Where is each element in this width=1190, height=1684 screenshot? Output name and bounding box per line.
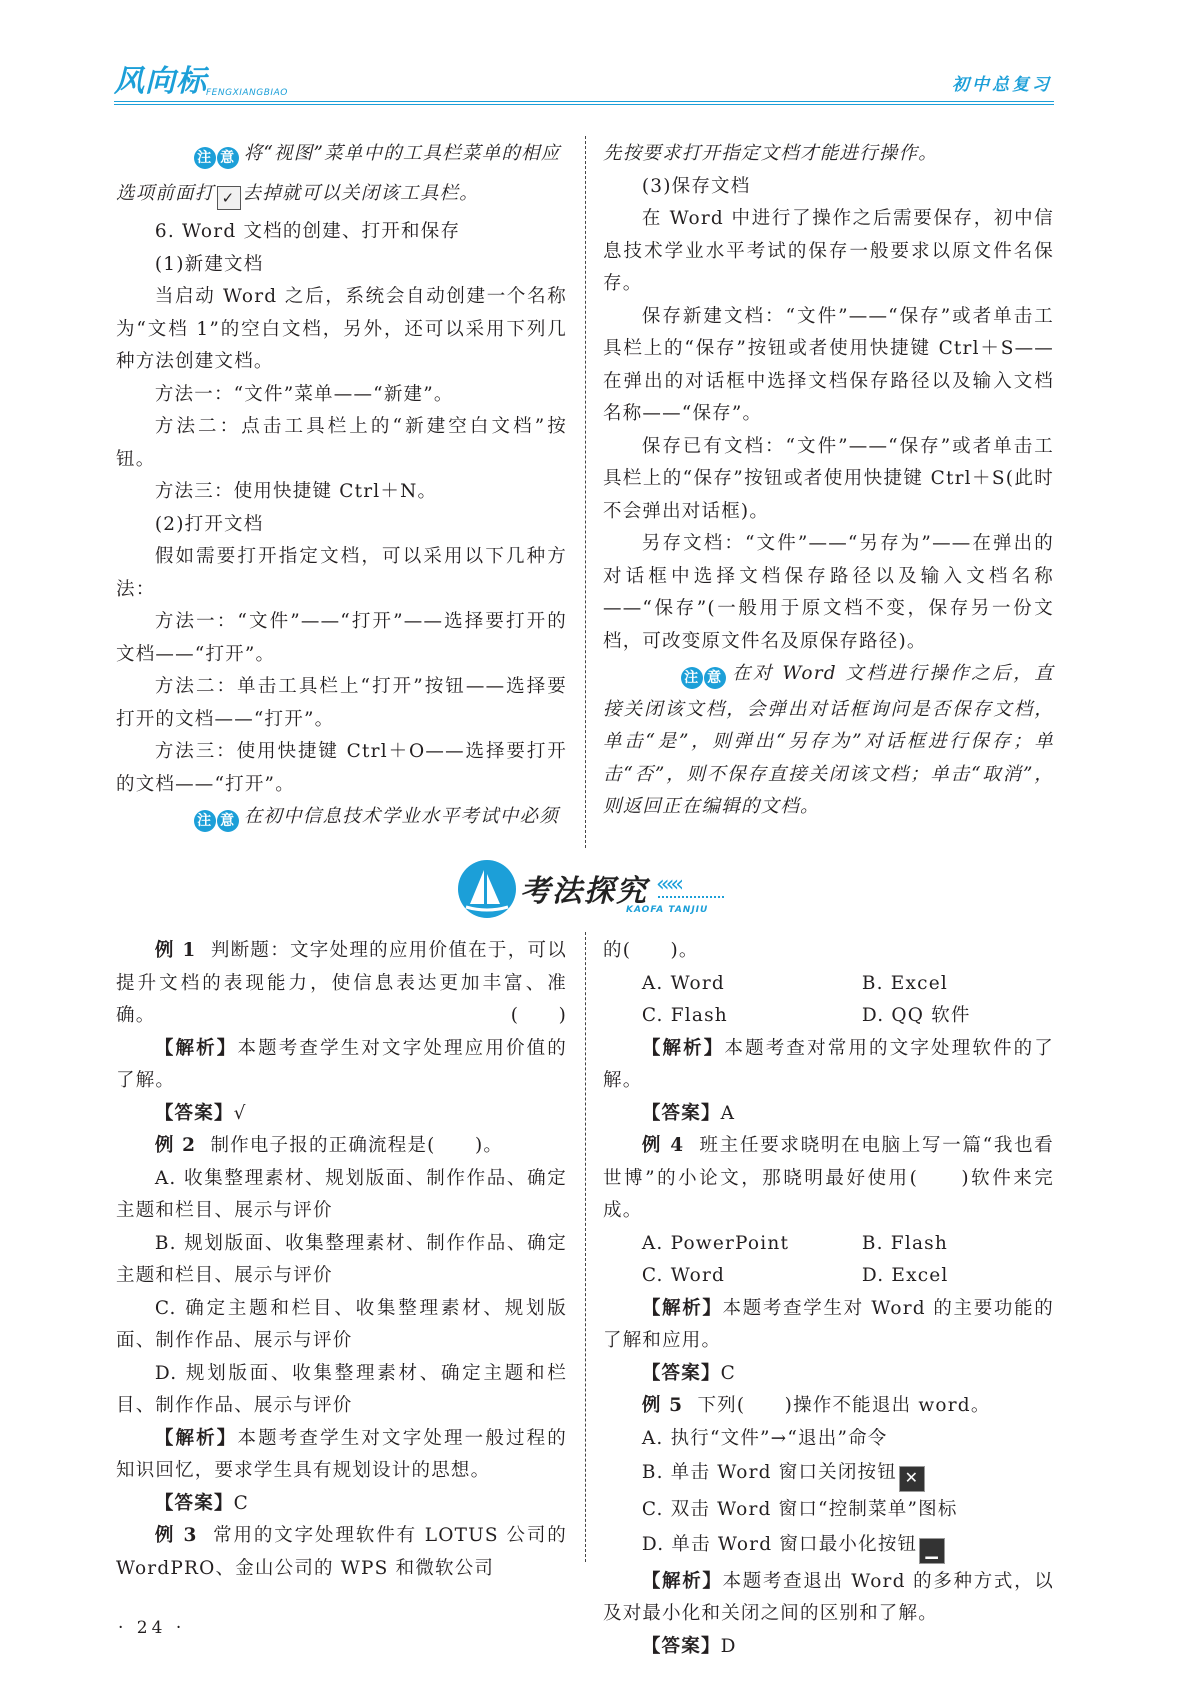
- analysis: 【解析】本题考查对常用的文字处理软件的了解。: [603, 1037, 1054, 1091]
- banner-dots: [658, 896, 724, 898]
- example-1: 例 1 判断题：文字处理的应用价值在于，可以提升文档的表现能力，使信息表达更加丰富、准确。 ( ): [116, 935, 567, 1033]
- option-c: C. Word: [641, 1265, 726, 1286]
- header-rule: [114, 101, 1054, 102]
- header-rule-thin: [114, 104, 1054, 105]
- example-5: 例 5 下列( )操作不能退出 word。: [641, 1395, 991, 1416]
- method-item: 方法三：使用快捷键 Ctrl＋N。: [154, 481, 438, 502]
- method-item: 方法一：“文件”——“打开”——选择要打开的文档——“打开”。: [116, 611, 567, 665]
- note-text: 将“视图”菜单中的工具栏菜单的相应: [243, 143, 561, 164]
- checkbox-icon: ✓: [217, 186, 241, 210]
- option-a: A. 收集整理素材、规划版面、制作作品、确定主题和栏目、展示与评价: [116, 1167, 567, 1221]
- analysis: 【解析】本题考查学生对 Word 的主要功能的了解和应用。: [603, 1297, 1054, 1351]
- analysis: 【解析】本题考查学生对文字处理一般过程的知识回忆，要求学生具有规划设计的思想。: [116, 1427, 567, 1481]
- option-c: C. Flash: [641, 1005, 728, 1026]
- answer: 【答案】C: [154, 1492, 250, 1514]
- answer: 【答案】A: [641, 1102, 736, 1124]
- section-heading: 6. Word 文档的创建、打开和保存: [154, 221, 461, 242]
- paragraph: 另存文档：“文件”——“另存为”——在弹出的对话框中选择文档保存路径以及输入文档名称——“保存”(一般用于原文档不变，保存另一份文档，可改变原文件名及原保存路径)。: [603, 533, 1054, 652]
- note-2: 注 意 在初中信息技术学业水平考试中必须: [116, 801, 567, 837]
- paragraph: 保存新建文档：“文件”——“保存”或者单击工具栏上的“保存”按钮或者使用快捷键 Ctrl＋S——在弹出的对话框中选择文档保存路径以及输入文档名称——“保存”。: [603, 305, 1054, 424]
- example-4: 例 4 班主任要求晓明在电脑上写一篇“我也看世博”的小论文，那晓明最好使用( )软件来完成。: [603, 1135, 1054, 1221]
- option-a: A. PowerPoint: [641, 1232, 790, 1254]
- note-1: [116, 138, 567, 174]
- option-b: B. Flash: [861, 1232, 948, 1254]
- example-3: 例 3 常用的文字处理软件有 LOTUS 公司的 WordPRO、金山公司的 WPS 和微软公司: [116, 1525, 567, 1579]
- paragraph: 当启动 Word 之后，系统会自动创建一个名称为“文档 1”的空白文档，另外，还可以采用下列几种方法创建文档。: [116, 286, 567, 372]
- method-item: 方法三：使用快捷键 Ctrl＋O——选择要打开的文档——“打开”。: [116, 741, 567, 795]
- bottom-left-column: [116, 935, 567, 1585]
- subheading-new: (1)新建文档: [154, 253, 264, 275]
- banner-subtitle: KAOFA TANJIU: [626, 905, 709, 915]
- subheading-open: (2)打开文档: [154, 513, 264, 535]
- sailboat-icon: [458, 860, 516, 918]
- options-row: [603, 968, 1054, 1001]
- option-a: A. 执行“文件”→“退出”命令: [641, 1427, 888, 1449]
- option-d: D. 单击 Word 窗口最小化按钮 ▁: [603, 1529, 1054, 1564]
- paragraph: 保存已有文档：“文件”——“保存”或者单击工具栏上的“保存”按钮或者使用快捷键 Ctrl＋S(此时不会弹出对话框)。: [603, 435, 1054, 522]
- option-d: D. 规划版面、收集整理素材、确定主题和栏目、制作作品、展示与评价: [116, 1362, 567, 1416]
- option-b: B. Excel: [861, 972, 948, 994]
- option-d: D. Excel: [861, 1265, 949, 1286]
- paragraph: 在 Word 中进行了操作之后需要保存，初中信息技术学业水平考试的保存一般要求以原文件名保存。: [603, 208, 1054, 294]
- note-badge: 注 意: [155, 804, 240, 837]
- answer-blank: ( ): [510, 1005, 567, 1026]
- column-divider: [585, 932, 586, 1562]
- method-item: 方法二：点击工具栏上的“新建空白文档”按钮。: [116, 416, 567, 470]
- option-a: A. Word: [641, 972, 725, 994]
- note-1-continued: 选项前面打 ✓ 去掉就可以关闭该工具栏。: [116, 178, 567, 211]
- logo-chinese: 风向标: [114, 64, 207, 99]
- section-banner: [458, 858, 738, 928]
- minimize-icon: ▁: [919, 1538, 945, 1564]
- note-2-continued: 先按要求打开指定文档才能进行操作。: [603, 143, 938, 164]
- brand-logo: [114, 64, 288, 106]
- top-left-column: [116, 138, 567, 837]
- top-right-column: [603, 138, 1054, 824]
- note-badge: 注 意: [642, 661, 727, 694]
- answer: 【答案】√: [154, 1102, 247, 1124]
- analysis: 【解析】本题考查学生对文字处理应用价值的了解。: [116, 1037, 567, 1091]
- option-b: B. 单击 Word 窗口关闭按钮 ✕: [603, 1457, 1054, 1492]
- example-3-continued: 的( )。: [603, 940, 699, 961]
- running-title: 初中总复习: [952, 75, 1052, 95]
- example-2: 例 2 制作电子报的正确流程是( )。: [154, 1135, 504, 1156]
- page-number: · 24 ·: [118, 1618, 186, 1638]
- note-3: 注 意 在对 Word 文档进行操作之后，直接关闭该文档，会弹出对话框询问是否保存文档，单击“是”，则弹出“另存为”对话框进行保存；单击“否”，则不保存直接关闭该文档；单击“取消”，则返回正在编辑的文档。: [603, 663, 1054, 817]
- bottom-right-column: [603, 935, 1054, 1663]
- option-b: B. 规划版面、收集整理素材、制作作品、确定主题和栏目、展示与评价: [116, 1232, 567, 1286]
- option-d: D. QQ 软件: [861, 1005, 971, 1026]
- note-badge: 注 意: [155, 141, 240, 174]
- answer: 【答案】D: [641, 1635, 737, 1657]
- method-item: 方法一：“文件”菜单——“新建”。: [154, 383, 454, 405]
- banner-title: 考法探究: [520, 874, 648, 909]
- options-row: [603, 1228, 1054, 1261]
- answer: 【答案】C: [641, 1362, 737, 1384]
- option-c: C. 确定主题和栏目、收集整理素材、规划版面、制作作品、展示与评价: [116, 1297, 567, 1351]
- logo-english: FENGXIANGBIAO: [206, 88, 288, 98]
- analysis: 【解析】本题考查退出 Word 的多种方式，以及对最小化和关闭之间的区别和了解。: [603, 1570, 1054, 1624]
- subheading-save: (3)保存文档: [641, 175, 751, 197]
- options-row: [603, 1260, 1054, 1293]
- paragraph: 假如需要打开指定文档，可以采用以下几种方法：: [116, 546, 567, 600]
- close-icon: ✕: [899, 1466, 925, 1492]
- chevrons-icon: ‹‹‹‹‹: [656, 872, 680, 897]
- option-c: C. 双击 Word 窗口“控制菜单”图标: [641, 1499, 958, 1520]
- method-item: 方法二：单击工具栏上“打开”按钮——选择要打开的文档——“打开”。: [116, 676, 567, 730]
- column-divider: [585, 136, 586, 848]
- options-row: [603, 1000, 1054, 1033]
